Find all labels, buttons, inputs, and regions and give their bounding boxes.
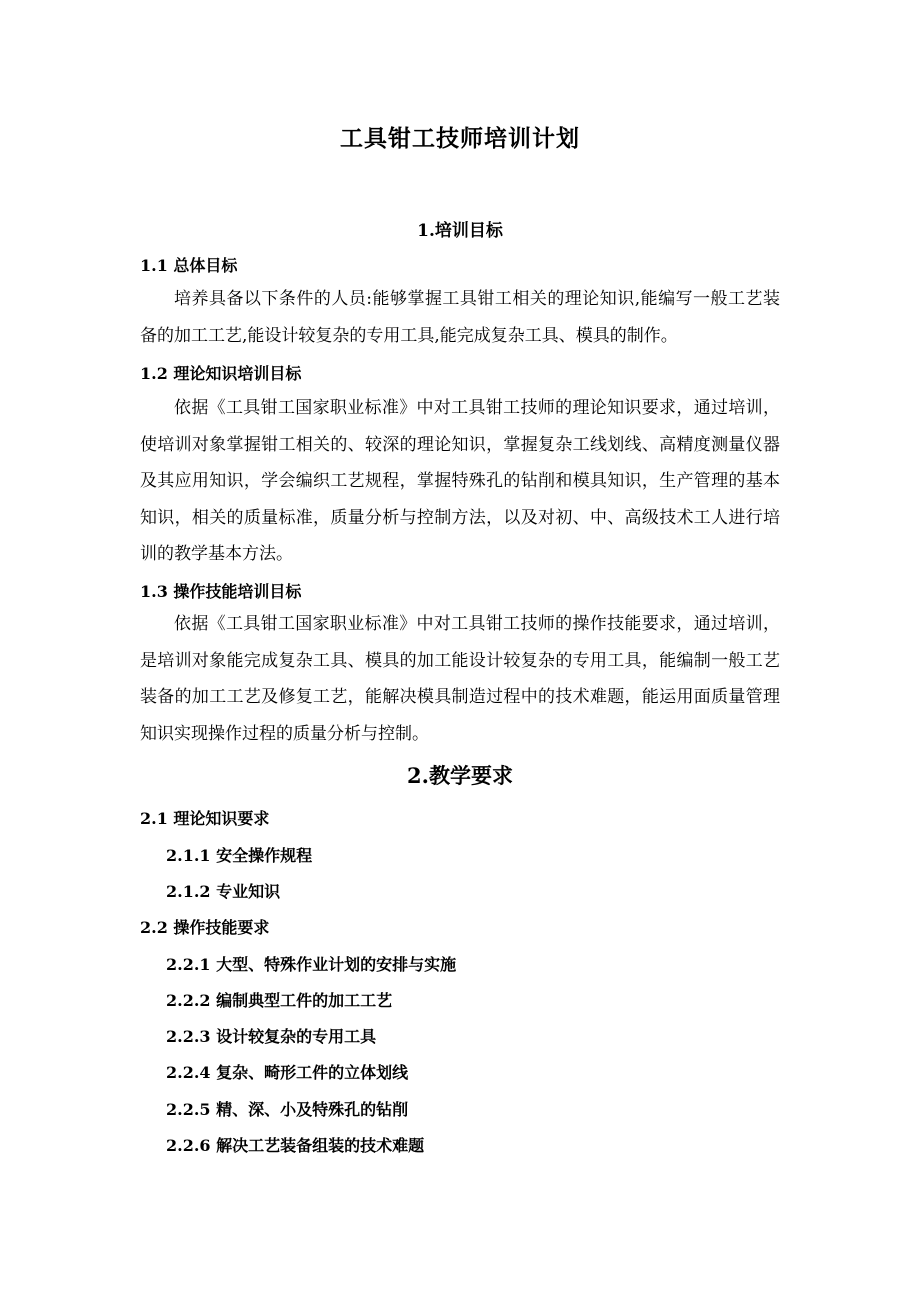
item-2-2-5: 2.2.5 精、深、小及特殊孔的钻削 — [166, 1100, 409, 1119]
subsection-1-2-paragraph: 依据《工具钳工国家职业标准》中对工具钳工技师的理论知识要求，通过培训，使培训对象掌握钳工相关的、较深的理论知识，掌握复杂工线划线、高精度测量仪器及其应用知识，学会编织工艺规程，掌握特殊孔的钻削和模具知识，生产管理的基本知识，相关的质量标准，质量分析与控制方法，以及对初、中、高级技术工人进行培训的教学基本方法。 — [140, 398, 780, 565]
item-2-2-1: 2.2.1 大型、特殊作业计划的安排与实施 — [166, 955, 457, 974]
item-2-1-2: 2.1.2 专业知识 — [166, 882, 281, 901]
subsection-2-2-heading: 2.2 操作技能要求 — [140, 918, 270, 937]
item-2-2-6: 2.2.6 解决工艺装备组装的技术难题 — [166, 1136, 425, 1155]
document-title: 工具钳工技师培训计划 — [340, 125, 580, 152]
section-2-heading: 2.教学要求 — [407, 763, 513, 788]
item-2-2-4: 2.2.4 复杂、畸形工件的立体划线 — [166, 1063, 409, 1082]
subsection-1-3-paragraph: 依据《工具钳工国家职业标准》中对工具钳工技师的操作技能要求，通过培训，是培训对象能完成复杂工具、模具的加工能设计较复杂的专用工具，能编制一般工艺装备的加工工艺及修复工艺，能解决模具制造过程中的技术难题，能运用面质量管理知识实现操作过程的质量分析与控制。 — [140, 614, 780, 744]
section-1-heading: 1.培训目标 — [417, 221, 503, 241]
item-2-2-2: 2.2.2 编制典型工件的加工工艺 — [166, 991, 393, 1010]
subsection-1-2-heading: 1.2 理论知识培训目标 — [140, 364, 302, 383]
subsection-1-1-paragraph: 培养具备以下条件的人员:能够掌握工具钳工相关的理论知识,能编写一般工艺装备的加工工艺,能设计较复杂的专用工具,能完成复杂工具、模具的制作。 — [140, 289, 780, 346]
item-2-2-3: 2.2.3 设计较复杂的专用工具 — [166, 1027, 377, 1046]
subsection-2-1-heading: 2.1 理论知识要求 — [140, 809, 270, 828]
subsection-1-3-heading: 1.3 操作技能培训目标 — [140, 582, 302, 601]
item-2-1-1: 2.1.1 安全操作规程 — [166, 846, 313, 865]
subsection-1-1-heading: 1.1 总体目标 — [140, 256, 238, 275]
